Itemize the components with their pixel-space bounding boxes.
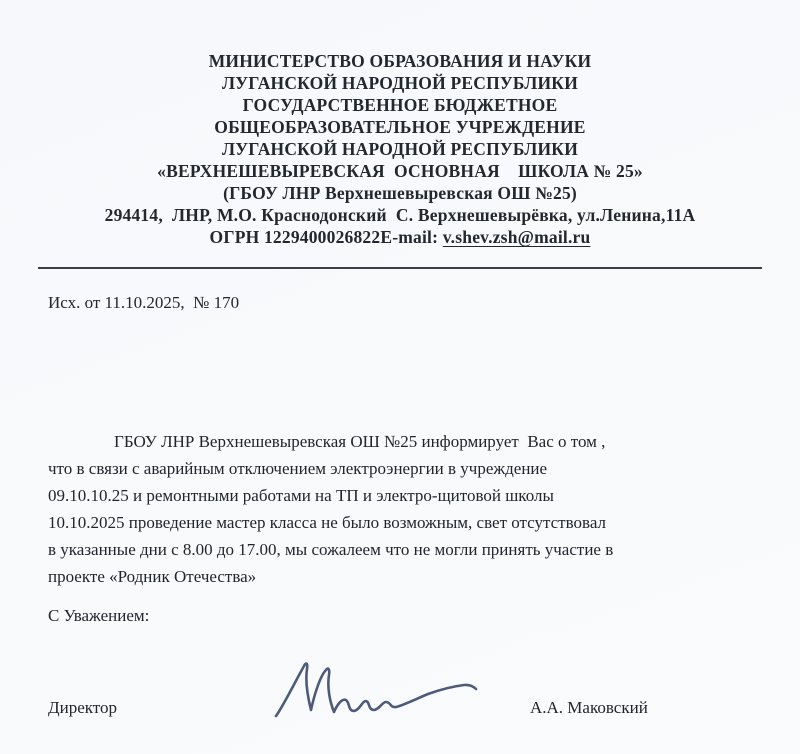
letterhead-line-school-abbrev: (ГБОУ ЛНР Верхнешевыревская ОШ №25) [223, 183, 577, 203]
letterhead [0, 0, 800, 248]
body-line: ГБОУ ЛНР Верхнешевыревская ОШ №25 информирует Вас о том , [114, 432, 606, 451]
signature-block [48, 650, 752, 734]
body-line: 10.10.2025 проведение мастер класса не было возможным, свет отсутствовал [48, 513, 606, 532]
letterhead-line-republic-2: ЛУГАНСКОЙ НАРОДНОЙ РЕСПУБЛИКИ [221, 139, 579, 159]
letterhead-line-republic: ЛУГАНСКОЙ НАРОДНОЙ РЕСПУБЛИКИ [221, 73, 579, 93]
header-divider [38, 267, 762, 269]
handwritten-signature [264, 650, 484, 730]
signer-name: А.А. Маковский [530, 698, 648, 717]
letterhead-line-ministry: МИНИСТЕРСТВО ОБРАЗОВАНИЯ И НАУКИ [208, 51, 592, 71]
body-line: в указанные дни с 8.00 до 17.00, мы сожалеем что не могли принять участие в [48, 540, 614, 559]
letterhead-line-address: 294414, ЛНР, М.О. Краснодонский С. Верхнешевырёвка, ул.Ленина,11А [104, 205, 696, 225]
outgoing-reference: Исх. от 11.10.2025, № 170 [48, 293, 240, 312]
letterhead-line-state: ГОСУДАРСТВЕННОЕ БЮДЖЕТНОЕ [242, 95, 558, 115]
letterhead-line-school-name: «ВЕРХНЕШЕВЫРЕВСКАЯ ОСНОВНАЯ ШКОЛА № 25» [157, 161, 643, 181]
letterhead-line-institution: ОБЩЕОБРАЗОВАТЕЛЬНОЕ УЧРЕЖДЕНИЕ [214, 117, 586, 137]
email-link[interactable]: v.shev.zsh@mail.ru [442, 227, 591, 247]
closing-salutation: С Уважением: [48, 606, 150, 625]
letter-body [48, 428, 756, 590]
body-line: что в связи с аварийным отключением электроэнергии в учреждение [48, 459, 548, 478]
signer-position: Директор [48, 698, 117, 717]
ogrn-number: ОГРН 1229400026822E-mail: [209, 227, 443, 247]
body-line: 09.10.10.25 и ремонтными работами на ТП и электро-щитовой школы [48, 486, 554, 505]
letterhead-line-ogrn-email [0, 226, 800, 248]
body-line: проекте «Родник Отечества» [48, 567, 257, 586]
